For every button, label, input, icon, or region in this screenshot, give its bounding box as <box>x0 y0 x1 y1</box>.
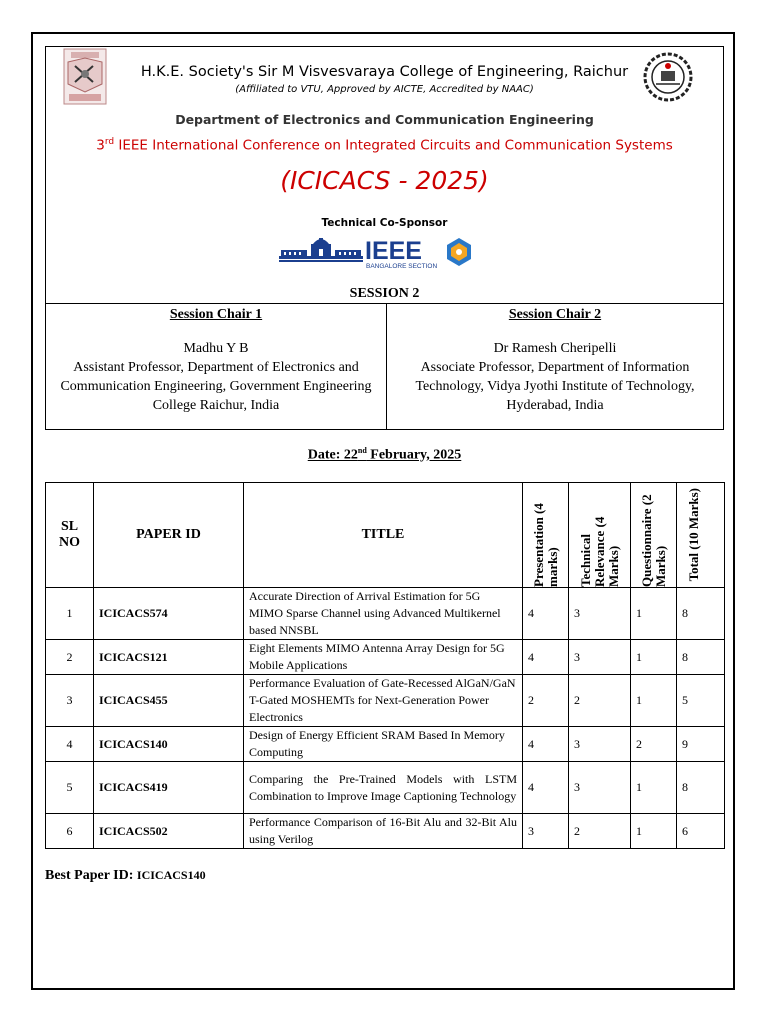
conference-ordinal-suffix: rd <box>104 137 115 147</box>
row-questionnaire: 1 <box>631 640 677 675</box>
row-paper-id: ICICACS502 <box>94 814 244 849</box>
ieee-logo-text: IEEE <box>365 237 422 265</box>
row-technical: 3 <box>569 727 631 762</box>
session-title: SESSION 2 <box>349 286 420 301</box>
header-paper-id: PAPER ID <box>94 483 244 588</box>
table-row <box>46 727 725 762</box>
row-presentation: 4 <box>523 727 569 762</box>
row-paper-id: ICICACS121 <box>94 640 244 675</box>
session-date <box>45 446 724 464</box>
table-row <box>46 640 725 675</box>
header-title: TITLE <box>244 483 523 588</box>
row-paper-id: ICICACS455 <box>94 675 244 727</box>
row-sl: 6 <box>46 814 94 849</box>
table-row <box>46 814 725 849</box>
best-paper-label: Best Paper ID: <box>45 868 137 883</box>
row-technical: 3 <box>569 762 631 814</box>
date-prefix: Date: 22 <box>307 447 358 463</box>
row-title: Comparing the Pre-Trained Models with LSTM Combination to Improve Image Captioning Technology <box>244 762 523 814</box>
sponsor-label: Technical Co-Sponsor <box>321 217 448 229</box>
department-name: Department of Electronics and Communication Engineering <box>175 112 594 127</box>
session-chair-1 <box>46 304 386 415</box>
row-title: Performance Comparison of 16-Bit Alu and 32-Bit Alu using Verilog <box>244 814 523 849</box>
row-questionnaire: 1 <box>631 814 677 849</box>
row-technical: 2 <box>569 675 631 727</box>
chair2-name: Dr Ramesh Cheripelli <box>493 341 617 356</box>
chair1-name: Madhu Y B <box>183 341 249 356</box>
table-row <box>46 762 725 814</box>
conference-name: IEEE International Conference on Integrated Circuits and Communication Systems <box>114 137 673 154</box>
chair2-heading: Session Chair 2 <box>508 307 602 322</box>
row-presentation: 4 <box>523 588 569 640</box>
header-total-cell <box>677 483 725 588</box>
row-title: Design of Energy Efficient SRAM Based In Memory Computing <box>244 727 523 762</box>
row-paper-id: ICICACS574 <box>94 588 244 640</box>
row-total: 5 <box>677 675 725 727</box>
table-row <box>46 675 725 727</box>
row-sl: 4 <box>46 727 94 762</box>
row-total: 8 <box>677 588 725 640</box>
header-technical: Technical Relevance (4 Marks) <box>577 516 621 587</box>
session-chair-2 <box>387 304 723 415</box>
ieee-logo-subtext: BANGALORE SECTION <box>366 263 438 270</box>
row-sl: 5 <box>46 762 94 814</box>
header-questionnaire: Questionnaire (2 Marks) <box>638 494 668 587</box>
row-technical: 3 <box>569 640 631 675</box>
row-sl: 1 <box>46 588 94 640</box>
row-paper-id: ICICACS140 <box>94 727 244 762</box>
row-title: Performance Evaluation of Gate-Recessed AlGaN/GaN T-Gated MOSHEMTs for Next-Generation Power Electronics <box>244 675 523 727</box>
conference-title <box>45 137 724 154</box>
chair1-details: Assistant Professor, Department of Electronics and Communication Engineering, Government Engineering College Raichur, India <box>60 360 372 413</box>
row-total: 9 <box>677 727 725 762</box>
row-title: Accurate Direction of Arrival Estimation for 5G MIMO Sparse Channel using Advanced Multikernel based NNSBL <box>244 588 523 640</box>
conference-acronym: (ICICACS - 2025) <box>280 166 489 195</box>
header-questionnaire-cell <box>631 483 677 588</box>
row-total: 8 <box>677 762 725 814</box>
header-presentation-cell <box>523 483 569 588</box>
college-name: H.K.E. Society's Sir M Visvesvaraya College of Engineering, Raichur <box>140 64 629 80</box>
best-paper-id: ICICACS140 <box>136 868 206 882</box>
row-presentation: 2 <box>523 675 569 727</box>
row-paper-id: ICICACS419 <box>94 762 244 814</box>
best-paper <box>45 868 206 884</box>
row-presentation: 4 <box>523 762 569 814</box>
row-questionnaire: 2 <box>631 727 677 762</box>
table-row <box>46 588 725 640</box>
row-questionnaire: 1 <box>631 588 677 640</box>
ieee-bangalore-logo <box>279 236 477 270</box>
header-technical-cell <box>569 483 631 588</box>
row-technical: 2 <box>569 814 631 849</box>
row-sl: 3 <box>46 675 94 727</box>
row-title: Eight Elements MIMO Antenna Array Design for 5G Mobile Applications <box>244 640 523 675</box>
row-presentation: 4 <box>523 640 569 675</box>
header-total: Total (10 Marks) <box>685 488 701 582</box>
table-header-row <box>46 483 725 588</box>
chair1-heading: Session Chair 1 <box>169 307 263 322</box>
header-sl-no: SL NO <box>46 483 94 588</box>
row-questionnaire: 1 <box>631 762 677 814</box>
row-questionnaire: 1 <box>631 675 677 727</box>
row-technical: 3 <box>569 588 631 640</box>
row-total: 6 <box>677 814 725 849</box>
results-table <box>45 482 725 849</box>
row-total: 8 <box>677 640 725 675</box>
date-suffix: nd <box>357 446 367 455</box>
chair2-details: Associate Professor, Department of Information Technology, Vidya Jyothi Institute of Technology, Hyderabad, India <box>415 360 695 413</box>
row-presentation: 3 <box>523 814 569 849</box>
conference-ordinal: 3 <box>96 137 105 154</box>
date-rest: February, 2025 <box>366 447 462 463</box>
row-sl: 2 <box>46 640 94 675</box>
header-presentation: Presentation (4 marks) <box>530 503 560 587</box>
affiliation-text: (Affiliated to VTU, Approved by AICTE, Accredited by NAAC) <box>235 84 534 95</box>
